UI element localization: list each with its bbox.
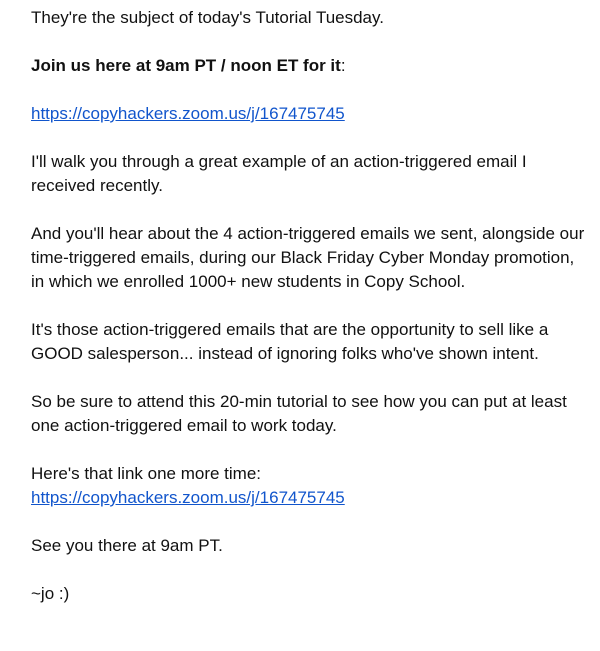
- zoom-link-paragraph-1: [31, 102, 588, 126]
- join-colon: :: [340, 56, 346, 75]
- four-emails-paragraph: And you'll hear about the 4 action-triggered emails we sent, alongside our time-triggered emails, during our Black Friday Cyber Monday promotion, in which we enrolled 1000+ new students in Copy School.: [31, 224, 585, 291]
- link-again-label: Here's that link one more time:: [31, 464, 262, 483]
- zoom-link-1[interactable]: https://copyhackers.zoom.us/j/167475745: [31, 104, 345, 123]
- join-line: [31, 54, 588, 78]
- join-bold-text: Join us here at 9am PT / noon ET for it: [31, 56, 341, 75]
- signoff: ~jo :): [31, 584, 70, 603]
- opportunity-paragraph: It's those action-triggered emails that are the opportunity to sell like a GOOD salesperson... instead of ignoring folks who've shown intent.: [31, 320, 549, 363]
- attend-paragraph: So be sure to attend this 20-min tutorial to see how you can put at least one action-triggered email to work today.: [31, 392, 567, 435]
- zoom-link-paragraph-2: [31, 486, 588, 510]
- walk-through-paragraph: I'll walk you through a great example of an action-triggered email I received recently.: [31, 152, 527, 195]
- subject-line: They're the subject of today's Tutorial Tuesday.: [31, 8, 384, 27]
- zoom-link-2[interactable]: https://copyhackers.zoom.us/j/167475745: [31, 488, 345, 507]
- see-you-paragraph: See you there at 9am PT.: [31, 536, 223, 555]
